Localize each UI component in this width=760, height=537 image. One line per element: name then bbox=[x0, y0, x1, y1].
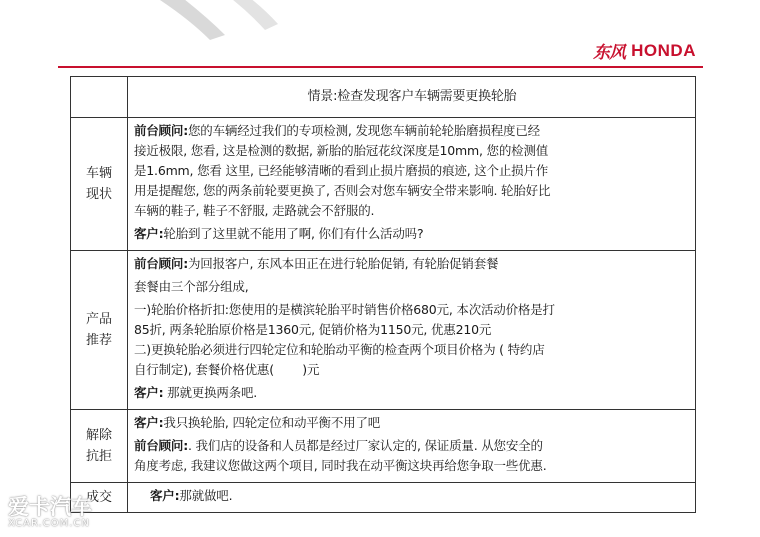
dialogue-paragraph: 前台顾问:您的车辆经过我们的专项检测, 发现您车辆前轮轮胎磨损程度已经 接近极限, 您看, 这是检测的数据, 新胎的胎冠花纹深度是10mm, 您的检测值 是1.6mm, 您看 这里, 已经能够清晰的看到止损片磨损的痕迹, 这个止损片作 用是提醒您, 您的两条前轮要更换了, 否则会对您车辆安全带来影响. 轮胎好比 车辆的鞋子, 鞋子不舒服, 走路就会不舒服的. bbox=[134, 123, 551, 218]
speaker-label: 前台顾问: bbox=[134, 438, 188, 453]
table-row bbox=[71, 251, 696, 410]
table-header-row bbox=[71, 77, 696, 118]
dialogue-paragraph: 客户: 那就更换两条吧. bbox=[134, 385, 258, 400]
row-label: 成交 bbox=[71, 483, 128, 513]
brand-logo bbox=[593, 38, 696, 63]
row-label: 车辆 现状 bbox=[71, 118, 128, 251]
header-empty-cell bbox=[71, 77, 128, 118]
table-row bbox=[71, 118, 696, 251]
dialogue-paragraph: 一)轮胎价格折扣:您使用的是横滨轮胎平时销售价格680元, 本次活动价格是打 85折, 两条轮胎原价格是1360元, 促销价格为1150元, 优惠210元 二)更换轮胎必须进行四轮定位和轮胎动平衡的检查两个项目价格为 ( 特约店 自行制定), 套餐价格优惠( )元 bbox=[134, 302, 555, 377]
speaker-label: 客户: bbox=[150, 488, 180, 503]
brand-divider bbox=[58, 66, 703, 68]
dialogue-paragraph: 客户:那就做吧. bbox=[150, 488, 233, 503]
brand-mark: 东风 bbox=[593, 43, 626, 63]
scenario-title: 情景:检查发现客户车辆需要更换轮胎 bbox=[128, 77, 696, 118]
dialogue-paragraph: 前台顾问:为回报客户, 东风本田正在进行轮胎促销, 有轮胎促销套餐 bbox=[134, 256, 499, 271]
speaker-label: 客户: bbox=[134, 415, 164, 430]
row-content bbox=[128, 483, 696, 513]
table-row bbox=[71, 483, 696, 513]
watermark-domain: XCAR.COM.CN bbox=[8, 518, 90, 529]
sales-script-table bbox=[70, 76, 696, 513]
row-label: 解除 抗拒 bbox=[71, 410, 128, 483]
site-watermark bbox=[8, 497, 92, 529]
row-content bbox=[128, 251, 696, 410]
speaker-label: 前台顾问: bbox=[134, 123, 188, 138]
dialogue-paragraph: 套餐由三个部分组成, bbox=[134, 279, 249, 294]
dialogue-paragraph: 客户:我只换轮胎, 四轮定位和动平衡不用了吧 bbox=[134, 415, 381, 430]
speaker-label: 客户: bbox=[134, 226, 164, 241]
brand-name: HONDA bbox=[631, 40, 696, 60]
row-label: 产品 推荐 bbox=[71, 251, 128, 410]
dialogue-paragraph: 前台顾问:. 我们店的设备和人员都是经过厂家认定的, 保证质量. 从您安全的 角度考虑, 我建议您做这两个项目, 同时我在动平衡这块再给您争取一些优惠. bbox=[134, 438, 547, 473]
table-row bbox=[71, 410, 696, 483]
row-content bbox=[128, 118, 696, 251]
watermark-logo: 爱卡汽车 bbox=[8, 495, 92, 519]
dialogue-paragraph: 客户:轮胎到了这里就不能用了啊, 你们有什么活动吗? bbox=[134, 226, 424, 241]
decorative-brush-stroke bbox=[150, 0, 290, 50]
row-content bbox=[128, 410, 696, 483]
speaker-label: 前台顾问: bbox=[134, 256, 188, 271]
speaker-label: 客户: bbox=[134, 385, 164, 400]
